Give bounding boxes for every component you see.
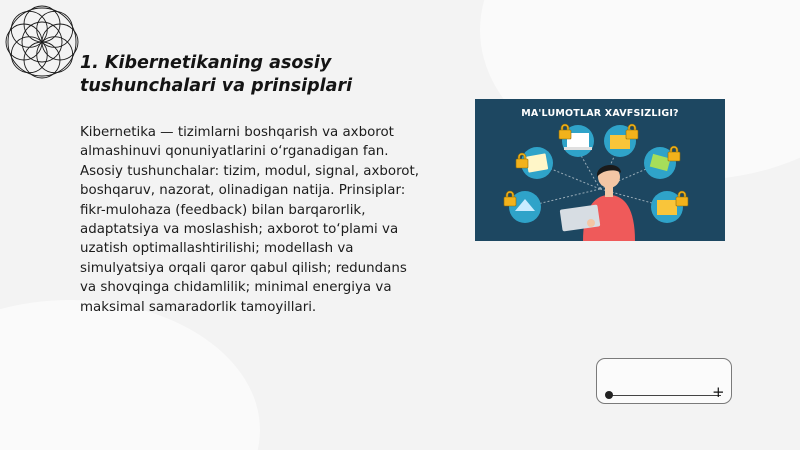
slide-title-line1: 1. Kibernetikaning asosiy (80, 53, 332, 73)
media-player[interactable] (596, 358, 732, 404)
progress-track[interactable] (609, 395, 721, 396)
illustration-graphic (475, 99, 725, 241)
padlock-icon (626, 124, 638, 139)
slide-body-text: Kibernetika — tizimlarni boshqarish va axborot almashinuvi qonuniyatlarini o‘rganadigan fan. Asosiy tushunchalar: tizim, modul, signal, axborot, boshqaruv, nazorat, olinadigan natija. Prinsiplar: fikr-mulohaza (feedback) bilan barqarorlik, adaptatsiya va moslashish; axborot to‘plami va uzatish optimallashtirilishi; modellash va simulyatsiya orqali qaror qabul qilish; redundans va shovqinga chidamlilik; minimal energiya va maksimal samaradorlik tamoyillari. (80, 125, 419, 315)
padlock-icon (668, 146, 680, 161)
data-security-illustration (475, 99, 725, 241)
progress-knob[interactable] (605, 391, 613, 399)
padlock-icon (676, 191, 688, 206)
padlock-icon (559, 124, 571, 139)
decorative-circle-logo (2, 2, 82, 82)
person-icon (560, 165, 635, 241)
padlock-icon (504, 191, 516, 206)
illustration-heading: MA'LUMOTLAR XAVFSIZLIGI? (521, 108, 679, 119)
plus-icon[interactable]: + (712, 383, 725, 401)
slide-title (80, 52, 410, 98)
slide-title-line2: tushunchalari va prinsiplari (80, 76, 353, 96)
background-shape (0, 300, 260, 450)
